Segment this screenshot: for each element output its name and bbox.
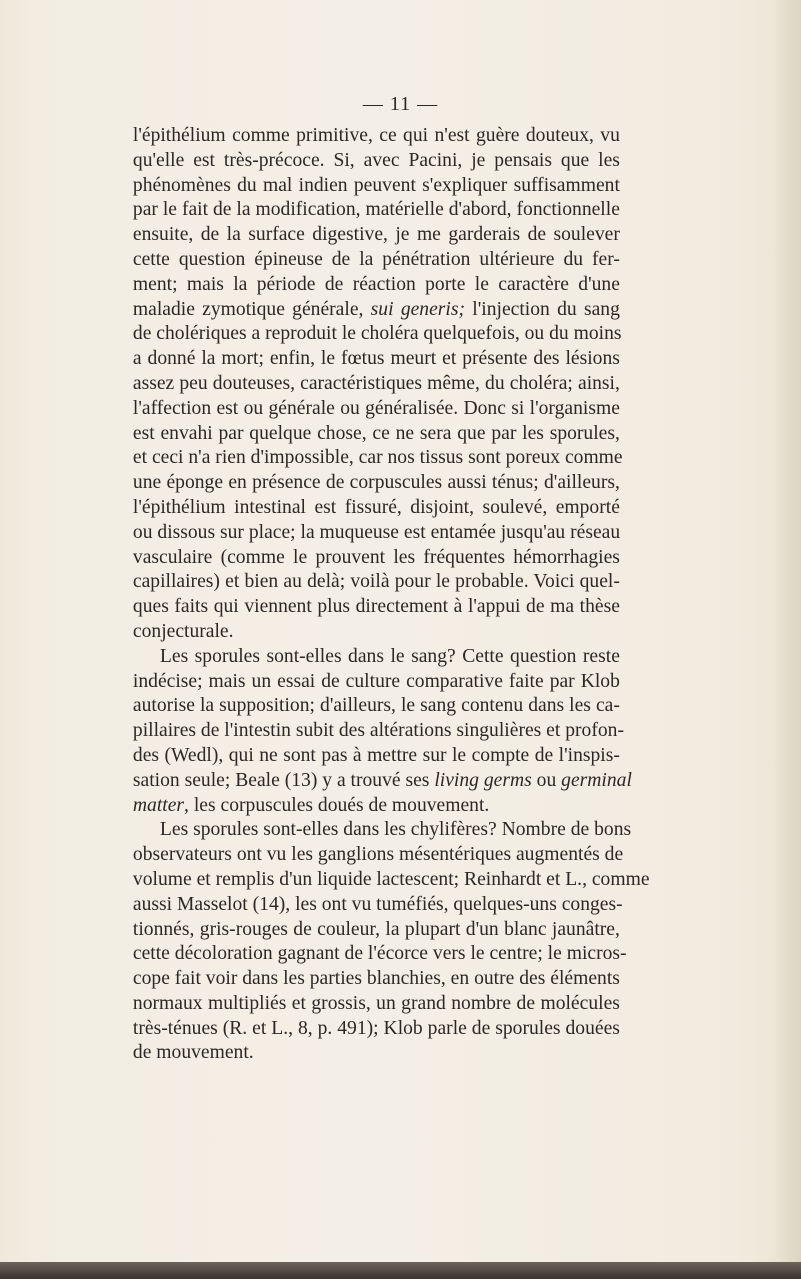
text-segment: ou	[531, 769, 562, 791]
text-line	[133, 471, 620, 496]
text-line	[132, 843, 624, 868]
italic-text: germinal	[561, 769, 632, 791]
text-line	[133, 273, 620, 298]
text-segment: tionnés, gris-rouges de couleur, la plupart d'un blanc jaunâtre,	[132, 918, 620, 940]
italic-text: sui generis;	[370, 298, 466, 320]
text-segment: vasculaire (comme le prouvent les fréquentes hémorrhagies	[132, 546, 620, 568]
text-segment: assez peu douteuses, caractéristiques même, du choléra; ainsi,	[132, 372, 620, 394]
text-segment: qu'elle est très-précoce. Si, avec Pacini, je pensais que les	[132, 149, 620, 171]
text-segment: conjecturale.	[132, 620, 234, 642]
italic-text: living germs	[434, 769, 532, 791]
text-line	[132, 769, 632, 794]
text-segment: par le fait de la modification, matérielle d'abord, fonctionnelle	[132, 199, 620, 221]
text-line	[133, 397, 620, 422]
text-segment: pillaires de l'intestin subit des altérations singulières et profon-	[132, 720, 624, 742]
scan-bottom-edge	[0, 1262, 801, 1279]
text-segment: l'affection est ou générale ou généralisée. Donc si l'organisme	[132, 397, 620, 419]
text-line	[133, 1041, 620, 1066]
text-line	[133, 595, 620, 620]
text-line	[133, 248, 620, 273]
text-line	[133, 992, 620, 1017]
text-line	[132, 719, 624, 744]
body-text	[132, 124, 650, 1066]
text-line	[133, 670, 620, 695]
text-segment: autorise la supposition; d'ailleurs, le sang contenu dans les ca-	[132, 695, 620, 717]
text-line	[133, 124, 620, 149]
text-segment: , les corpuscules doués de mouvement.	[184, 794, 490, 816]
text-segment: des (Wedl), qui ne sont pas à mettre sur le compte de l'inspis-	[132, 744, 620, 766]
text-segment: cette décoloration gagnant de l'écorce vers le centre; le micros-	[132, 943, 627, 965]
text-line	[133, 372, 620, 397]
text-segment: sation seule; Beale (13) y a trouvé ses	[132, 769, 435, 791]
text-line	[133, 744, 620, 769]
text-segment: Les sporules sont-elles dans le sang? Cette question reste	[159, 645, 620, 667]
text-segment: ensuite, de la surface digestive, je me garderais de soulever	[132, 224, 620, 246]
text-segment: une éponge en présence de corpuscules aussi ténus; d'ailleurs,	[132, 472, 620, 494]
text-line	[133, 174, 620, 199]
text-line	[133, 645, 620, 670]
text-line	[132, 942, 627, 967]
text-line	[132, 893, 623, 918]
text-line	[132, 446, 623, 471]
text-line	[133, 298, 620, 323]
page-edge-shadow	[771, 0, 801, 1279]
text-line	[133, 198, 620, 223]
text-segment: phénomènes du mal indien peuvent s'expliquer suffisamment	[132, 174, 620, 196]
text-segment: de cholériques a reproduit le choléra quelquefois, ou du moins	[132, 323, 622, 345]
text-segment: a donné la mort; enfin, le fœtus meurt et présente des lésions	[132, 348, 620, 370]
text-segment: normaux multipliés et grossis, un grand nombre de molécules	[132, 992, 620, 1014]
text-segment: observateurs ont vu les ganglions mésentériques augmentés de	[132, 844, 624, 866]
text-segment: très-ténues (R. et L., 8, p. 491); Klob parle de sporules douées	[132, 1017, 620, 1039]
text-line	[133, 149, 620, 174]
italic-text: matter	[132, 794, 185, 816]
text-line	[133, 347, 620, 372]
text-line	[133, 422, 620, 447]
text-line	[133, 496, 620, 521]
text-line	[133, 546, 620, 571]
text-line	[133, 570, 620, 595]
text-line	[133, 1017, 620, 1042]
text-line	[133, 967, 620, 992]
text-line	[133, 694, 620, 719]
text-line	[133, 918, 620, 943]
text-line	[132, 868, 650, 893]
text-line	[133, 818, 632, 843]
text-segment: volume et remplis d'un liquide lactescent; Reinhardt et L., comme	[132, 868, 650, 890]
text-segment: de mouvement.	[132, 1042, 254, 1064]
text-segment: capillaires) et bien au delà; voilà pour le probable. Voici quel-	[132, 571, 620, 593]
text-segment: indécise; mais un essai de culture comparative faite par Klob	[132, 670, 620, 692]
text-segment: Les sporules sont-elles dans les chylifères? Nombre de bons	[159, 819, 632, 841]
text-line	[133, 794, 620, 819]
text-segment: l'épithélium intestinal est fissuré, disjoint, soulevé, emporté	[132, 496, 620, 518]
text-segment: ques faits qui viennent plus directement à l'appui de ma thèse	[132, 596, 620, 618]
text-segment: aussi Masselot (14), les ont vu tuméfiés, quelques-uns conges-	[132, 893, 623, 915]
text-line	[133, 620, 620, 645]
text-line	[133, 223, 620, 248]
text-segment: l'injection du sang	[465, 298, 620, 320]
text-segment: cette question épineuse de la pénétration ultérieure du fer-	[132, 248, 620, 270]
text-segment: est envahi par quelque chose, ce ne sera que par les sporules,	[132, 422, 620, 444]
text-segment: ment; mais la période de réaction porte le caractère d'une	[132, 273, 620, 295]
text-segment: ou dissous sur place; la muqueuse est entamée jusqu'au réseau	[132, 521, 621, 543]
text-line	[133, 322, 620, 347]
text-segment: et ceci n'a rien d'impossible, car nos tissus sont poreux comme	[132, 447, 623, 469]
text-segment: cope fait voir dans les parties blanchies, en outre des éléments	[132, 968, 620, 990]
text-line	[133, 521, 620, 546]
text-segment: maladie zymotique générale,	[132, 298, 371, 320]
page-number-header: — 11 —	[362, 93, 439, 115]
text-segment: l'épithélium comme primitive, ce qui n'est guère douteux, vu	[132, 125, 620, 146]
